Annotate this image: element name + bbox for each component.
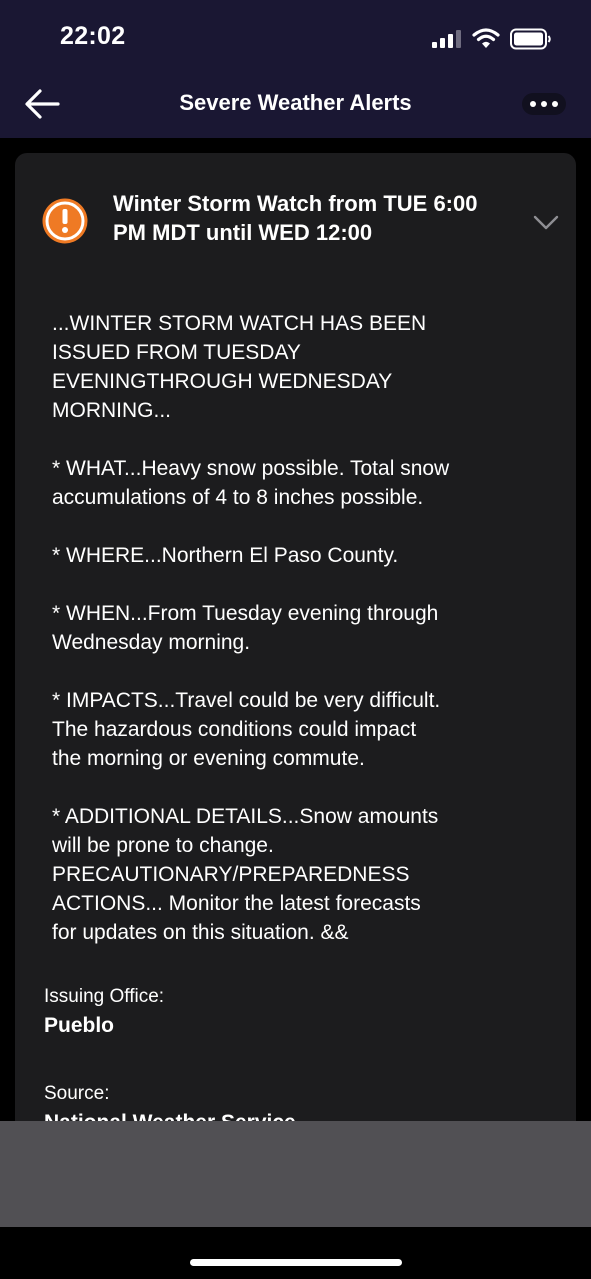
alert-paragraph: * IMPACTS...Travel could be very difficult. The hazardous conditions could impact the morning or evening commute. [52,689,441,770]
top-bar [0,0,591,138]
chevron-down-icon[interactable] [533,215,559,231]
wifi-icon [472,27,500,49]
battery-icon [510,28,552,50]
alert-icon [41,197,89,245]
home-area [0,1227,591,1279]
more-icon[interactable] [522,93,566,115]
issuing-office-value: Pueblo [44,1014,115,1037]
alert-paragraph: * WHAT...Heavy snow possible. Total snow accumulations of 4 to 8 inches possible. [52,457,450,509]
alert-paragraph: ...WINTER STORM WATCH HAS BEEN ISSUED FROM TUESDAY EVENINGTHROUGH WEDNESDAY MORNING... [52,312,427,422]
alert-title: Winter Storm Watch from TUE 6:00 PM MDT until WED 12:00 [113,191,478,245]
alert-paragraph: * WHERE...Northern El Paso County. [52,544,399,567]
page-title: Severe Weather Alerts [179,90,412,115]
source-label: Source: [44,1083,110,1104]
alert-description [52,309,552,976]
issuing-office-label: Issuing Office: [44,986,165,1007]
home-indicator[interactable] [190,1259,402,1266]
alert-card [15,153,576,1153]
status-time: 22:02 [60,22,126,50]
alert-paragraph: * ADDITIONAL DETAILS...Snow amounts will be prone to change. PRECAUTIONARY/PREPAREDNESS ACTIONS... Monitor the latest forecasts for updates on this situation. && [52,805,439,944]
alert-paragraph: * WHEN...From Tuesday evening through Wednesday morning. [52,602,439,654]
bottom-sheet [0,1121,591,1227]
signal-icon [432,30,462,48]
